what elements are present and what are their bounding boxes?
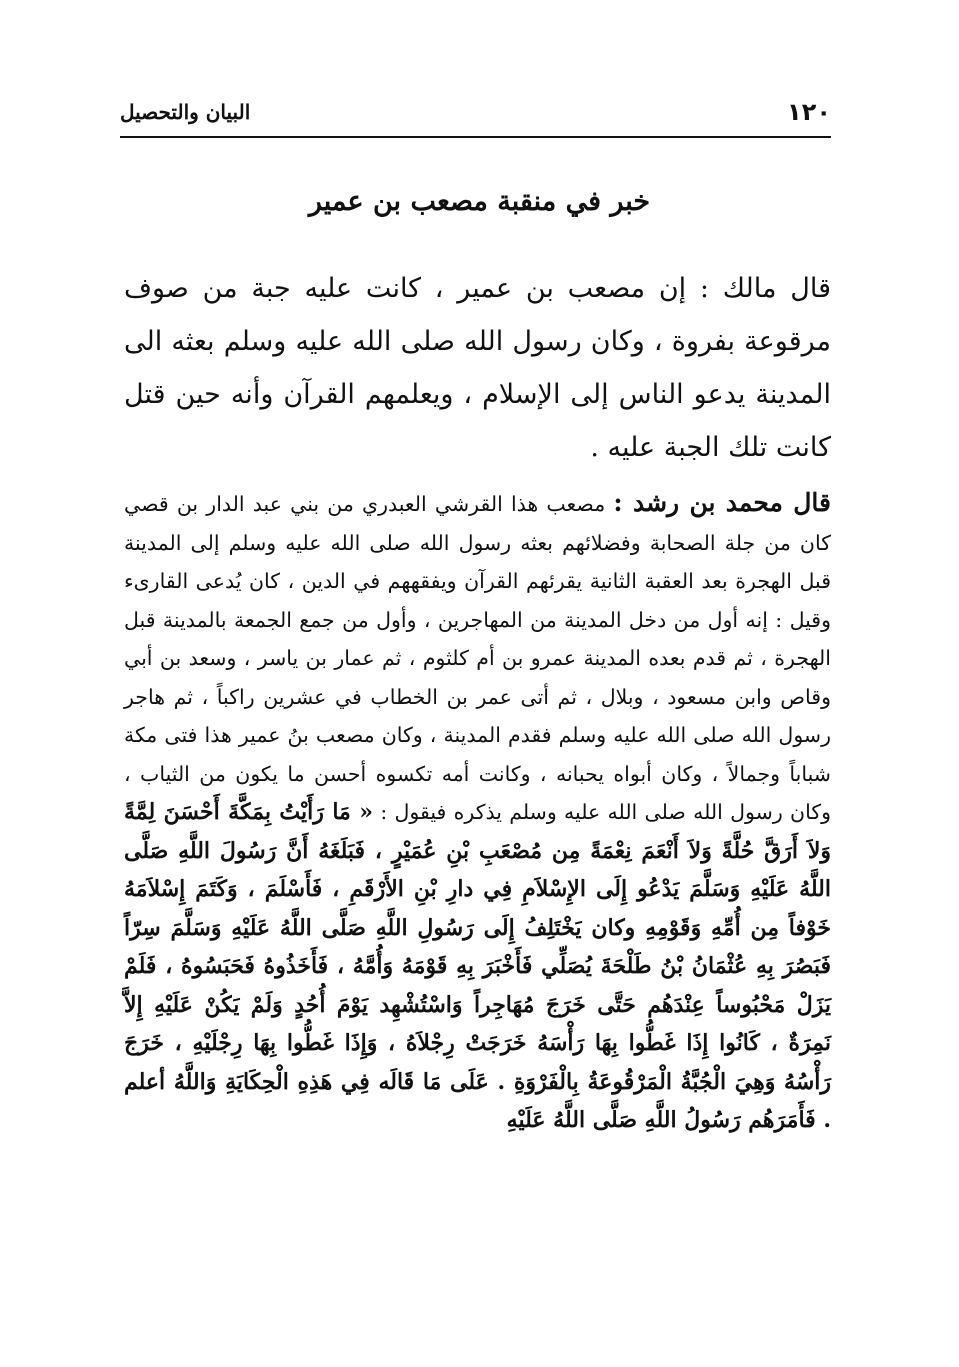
commentary-paragraph xyxy=(124,484,831,1140)
hadith-text: « مَا رَأَيْتُ بِمَكَّةَ أَحْسَنَ لِمَّةً وَلاَ أَرَقَّ حُلَّةً وَلاَ أَنْعَمَ نِعْمَةً مِن مُصْعَبِ بْنِ عُمَيْرٍ ، فَبَلَغَهُ أَنَّ رَسُولَ اللَّهِ صَلَّى اللَّهُ عَلَيْهِ وَسَلَّمَ يَدْعُو إِلَى الإِسْلاَمِ فِي دارِ بْنِ الأَرْقَمِ ، فَأَسْلَمَ ، وَكَتَمَ إِسْلاَمَهُ خَوْفاً مِن أُمِّهِ وَقَوْمِهِ وكان يَخْتَلِفُ إِلَى رَسُولِ اللَّهِ صَلَّى اللَّهُ عَلَيْهِ وَسَلَّمَ سِرّاً فَبَصُرَ بِهِ عُثْمَانُ بْنُ طَلْحَةَ يُصَلِّي فَأَخْبَرَ بِهِ قَوْمَهُ وَأُمَّهُ ، فَأَخَذُوهُ فَحَبَسُوهُ ، فَلَمْ يَزَلْ مَحْبُوساً عِنْدَهُم حَتَّى خَرَجَ مُهَاجِراً وَاسْتُشْهِد يَوْمَ أُحُدٍ وَلَمْ يَكُنْ عَلَيْهِ إِلاَّ نَمِرَةٌ ، كَانُوا إِذَا غَطُّوا بِهَا رَأْسَهُ خَرَجَتْ رِجْلاَهُ ، وَإِذَا غَطُّوا بِهَا رِجْلَيْهِ ، خَرَجَ رَأْسُهُ وَهِيَ الْجُبَّةُ الْمَرْقُوعَةُ بِالْفَرْوَةِ . عَلَى مَا قَالَه فِي هَذِهِ الْحِكَايَةِ وَاللَّهُ أعلم . فَأَمَرَهُم رَسُولُ اللَّهِ صَلَّى اللَّهُ عَلَيْهِ xyxy=(124,799,831,1133)
running-header xyxy=(120,96,831,138)
commentary-body: مصعب هذا القرشي العبدري من بني عبد الدار بن قصي كان من جلة الصحابة وفضلائهم بعثه رسول الله صلى الله عليه وسلم إلى المدينة قبل الهجرة بعد العقبة الثانية يقرئهم القرآن ويفقههم في الدين ، كان يُدعى القارىء وقيل : إنه أول من دخل المدينة من المهاجرين ، وأول من جمع الجمعة بالمدينة قبل الهجرة ، ثم قدم بعده المدينة عمرو بن أم كلثوم ، ثم عمار بن ياسر ، وسعد بن أبي وقاص وابن مسعود ، وبلال ، ثم أتى عمر بن الخطاب في عشرين راكباً ، ثم هاجر رسول الله صلى الله عليه وسلم فقدم المدينة ، وكان مصعب بنُ عمير هذا فتى مكة شباباً وجمالاً ، وكان أبواه يحبانه ، وكانت أمه تكسوه أحسن ما يكون من الثياب ، وكان رسول الله صلى الله عليه وسلم يذكره فيقول : xyxy=(124,492,831,824)
chapter-title: خبر في منقبة مصعب بن عمير xyxy=(308,186,651,217)
book-title: البيان والتحصيل xyxy=(120,100,251,124)
commentary-lead: قال محمد بن رشد : xyxy=(613,488,831,517)
page-number: ١٢٠ xyxy=(787,98,831,126)
malik-quote-paragraph: قال مالك : إن مصعب بن عمير ، كانت عليه جبة من صوف مرقوعة بفروة ، وكان رسول الله صلى الله عليه وسلم بعثه الى المدينة يدعو الناس إلى الإسلام ، ويعلمهم القرآن وأنه حين قتل كانت تلك الجبة عليه . xyxy=(124,273,831,463)
